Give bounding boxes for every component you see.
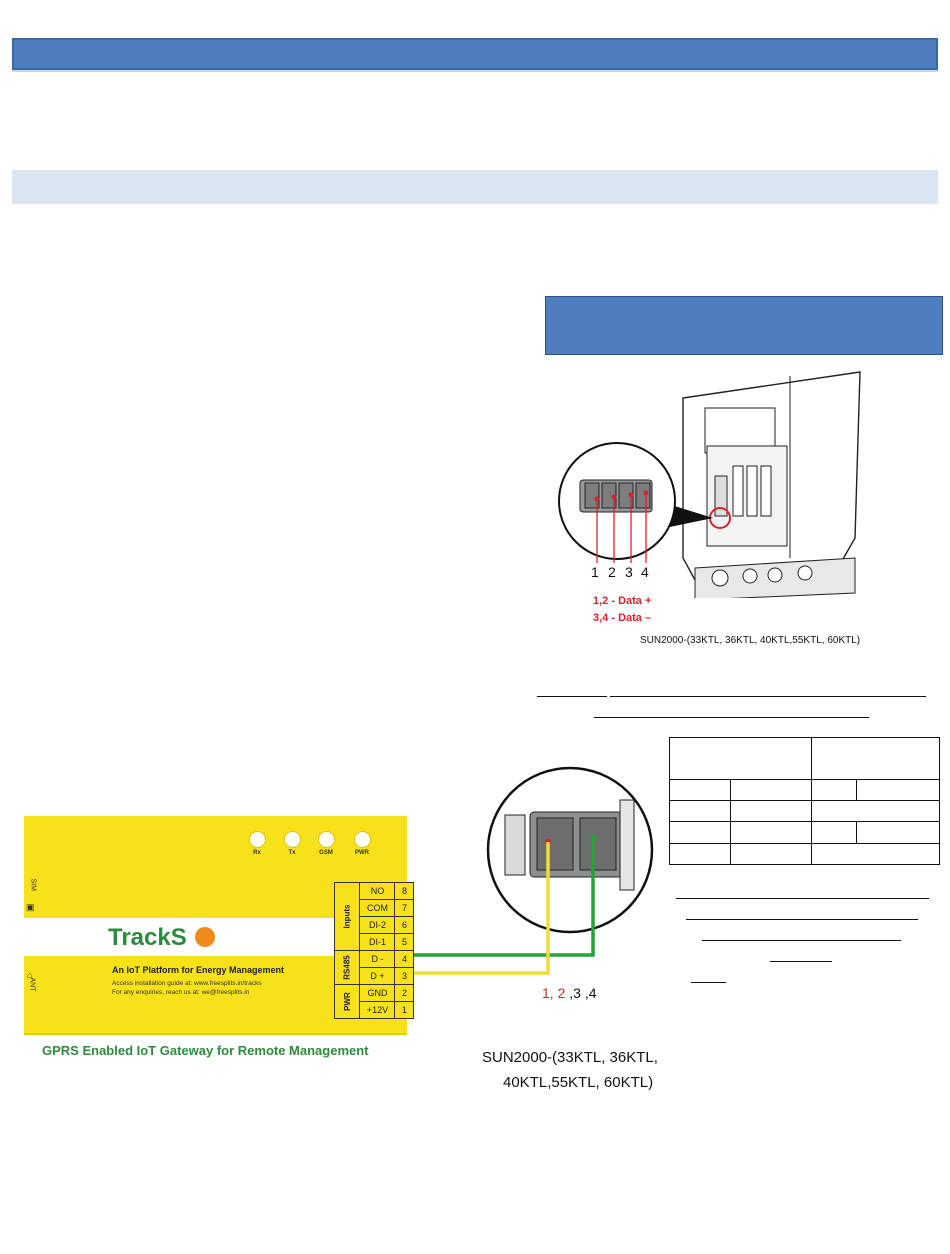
group-rs485: RS485: [335, 951, 360, 985]
group-pwr: PWR: [335, 985, 360, 1019]
terminal-number: 2: [395, 985, 414, 1002]
led-label-tx: Tx: [288, 850, 296, 856]
wiring-table: [669, 737, 940, 865]
terminal-name: D -: [360, 951, 395, 968]
group-inputs: Inputs: [335, 883, 360, 951]
terminal-number: 6: [395, 917, 414, 934]
terminal-name: DI-2: [360, 917, 395, 934]
terminal-name: GND: [360, 985, 395, 1002]
gateway-guide-line: Access installation guide at: www.freesplits.in/tracks: [112, 980, 262, 987]
legend-data-plus: 1,2 - Data +: [593, 595, 652, 607]
sim-icon: ▣: [26, 902, 35, 912]
ant-label: ANT: [28, 977, 36, 992]
pin-number-4: 4: [641, 564, 649, 580]
terminal-number: 3: [395, 968, 414, 985]
underline: [702, 940, 901, 941]
bottom-model-caption-line1: SUN2000-(33KTL, 36KTL,: [482, 1049, 658, 1066]
gateway-tagline: An IoT Platform for Energy Management: [112, 965, 285, 975]
sun-logo-icon: [195, 927, 215, 947]
gateway-enquiry-line: For any enquiries, reach us at: we@freesplits.in: [112, 989, 250, 996]
underline: [537, 696, 607, 697]
terminal-number: 4: [395, 951, 414, 968]
led-pwr: [355, 832, 370, 847]
terminal-name: COM: [360, 900, 395, 917]
brand-logo: TrackS: [108, 924, 187, 951]
underline: [676, 898, 929, 899]
terminal-name: +12V: [360, 1002, 395, 1019]
terminal-number: 8: [395, 883, 414, 900]
led-gsm: [319, 832, 334, 847]
underline: [686, 919, 918, 920]
pin-number-3: 3: [625, 564, 633, 580]
led-rx: [250, 832, 265, 847]
legend-data-minus: 3,4 - Data –: [593, 612, 652, 624]
led-label-rx: Rx: [253, 850, 261, 856]
terminal-block: [334, 882, 414, 1019]
terminal-number: 1: [395, 1002, 414, 1019]
terminal-number: 5: [395, 934, 414, 951]
connector-pin-labels: 1, 2 ,3 ,4: [542, 985, 597, 1001]
led-label-pwr: PWR: [355, 850, 369, 856]
underline: [594, 717, 869, 718]
underline: [770, 961, 832, 962]
terminal-name: D +: [360, 968, 395, 985]
pin-number-1: 1: [591, 564, 599, 580]
antenna-icon: ⌂: [27, 970, 33, 980]
inverter-model-caption: SUN2000-(33KTL, 36KTL, 40KTL,55KTL, 60KTL): [640, 635, 861, 646]
connector-wiring-figure: [390, 760, 660, 1020]
led-tx: [285, 832, 300, 847]
underline: [610, 696, 926, 697]
gateway-caption: GPRS Enabled IoT Gateway for Remote Management: [42, 1043, 369, 1058]
underline: [691, 982, 726, 983]
sub-header-bar: [12, 170, 938, 204]
sim-label: SIM: [29, 878, 37, 891]
pin-number-2: 2: [608, 564, 616, 580]
led-label-gsm: GSM: [319, 850, 333, 856]
terminal-name: DI-1: [360, 934, 395, 951]
section-header-bar: [12, 38, 938, 70]
terminal-name: NO: [360, 883, 395, 900]
figure-header-box: [545, 296, 943, 355]
bottom-model-caption-line2: 40KTL,55KTL, 60KTL): [503, 1074, 654, 1091]
terminal-number: 7: [395, 900, 414, 917]
